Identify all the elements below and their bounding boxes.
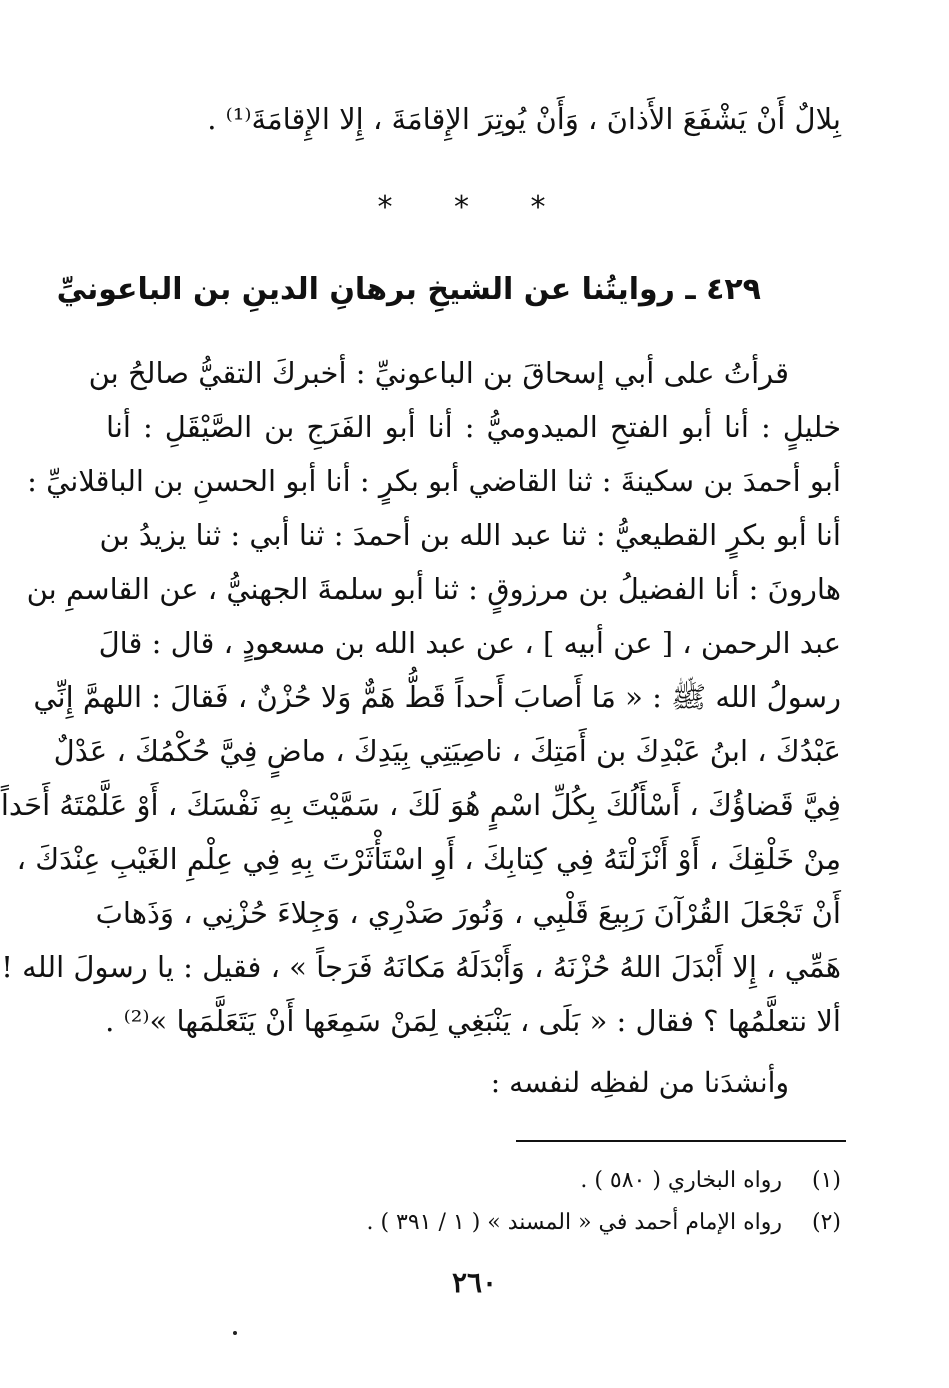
body-line: قرأتُ على أبي إسحاقَ بن الباعونيِّ : أخبركَ التقيُّ صالحُ بن [88, 356, 789, 390]
body-line: خليلٍ : أنا أبو الفتحِ الميدوميُّ : أنا أبو الفَرَجِ بن الصَّيْقَلِ : أنا [106, 410, 841, 444]
intro-paragraph [106, 92, 841, 146]
section-separator: * * * [377, 190, 572, 225]
body-line: أَنْ تَجْعَلَ القُرْآنَ رَبِيعَ قَلْبِي ، وَنُورَ صَدْرِي ، وَجِلاءَ حُزْنِي ، وَذَهابَ [95, 896, 841, 930]
footnote-item [141, 1160, 841, 1202]
body-line: ألا نتعلَّمُها ؟ فقال : « بَلَى ، يَنْبَغِي لِمَنْ سَمِعَها أَنْ يَتَعَلَّمَها »⁽²⁾ . [105, 1004, 841, 1038]
footnote-text: رواه البخاري ( ٥٨٠ ) . [580, 1168, 782, 1193]
body-line: فِيَّ قَضاؤُكَ ، أَسْأَلُكَ بِكُلِّ اسْمٍ هُوَ لَكَ ، سَمَّيْتَ بِهِ نَفْسَكَ ، أَوْ عَلَّمْتَهُ أَحَداً [0, 788, 841, 822]
footnote-item [141, 1202, 841, 1244]
body-line: هَمِّي ، إِلا أَبْدَلَ اللهُ حُزْنَهُ ، وَأَبْدَلَهُ مَكانَهُ فَرَجاً » ، فقيل : يا رسولَ الله ! [1, 950, 841, 984]
footnote-number: (٢) [811, 1210, 841, 1235]
body-line: عبد الرحمن ، [ عن أبيه ] ، عن عبد الله بن مسعودٍ ، قال : قالَ [98, 626, 841, 660]
body-line: رسولُ الله ﷺ : « مَا أَصابَ أَحداً قَطُّ هَمٌّ وَلا حُزْنٌ ، فَقالَ : اللهمَّ إِنِّي [33, 680, 841, 714]
body-paragraph [0, 346, 841, 1048]
footnote-divider [516, 1140, 846, 1142]
body-line: أبو أحمدَ بن سكينةَ : ثنا القاضي أبو بكرٍ : أنا أبو الحسنِ بن الباقلانيِّ : [27, 464, 841, 498]
body-line: هارونَ : أنا الفضيلُ بن مرزوقٍ : ثنا أبو سلمةَ الجهنيُّ ، عن القاسمِ بن [26, 572, 841, 606]
body-line: أنا أبو بكرٍ القطيعيُّ : ثنا عبد الله بن أحمدَ : ثنا أبي : ثنا يزيدُ بن [99, 518, 841, 552]
body-line: مِنْ خَلْقِكَ ، أَوْ أَنْزَلْتَهُ فِي كِتابِكَ ، أَوِ اسْتَأْثَرْتَ بِهِ فِي عِلْمِ الغَيْبِ عِنْدَكَ ، [16, 842, 841, 876]
footnotes [141, 1160, 841, 1244]
body-line: عَبْدُكَ ، ابنُ عَبْدِكَ بن أَمَتِكَ ، ناصِيَتِي بِيَدِكَ ، ماضٍ فِيَّ حُكْمُكَ ، عَدْلٌ [53, 734, 841, 768]
footnote-text: رواه الإمام أحمد في « المسند » ( ١ / ٣٩١ ) . [366, 1210, 782, 1235]
scan-speck [233, 1331, 237, 1335]
page-number: ٢٦٠ [451, 1266, 498, 1299]
footnote-number: (١) [811, 1168, 841, 1193]
closing-line: وأنشدَنا من لفظِه لنفسه : [490, 1066, 789, 1099]
intro-line: بِلالٌ أَنْ يَشْفَعَ الأَذانَ ، وَأَنْ يُوتِرَ الإِقامَةَ ، إِلا الإِقامَةَ⁽¹⁾ . [207, 102, 841, 136]
section-heading: ٤٢٩ ـ روايتُنا عن الشيخِ برهانِ الدينِ بن الباعونيِّ [56, 272, 761, 307]
